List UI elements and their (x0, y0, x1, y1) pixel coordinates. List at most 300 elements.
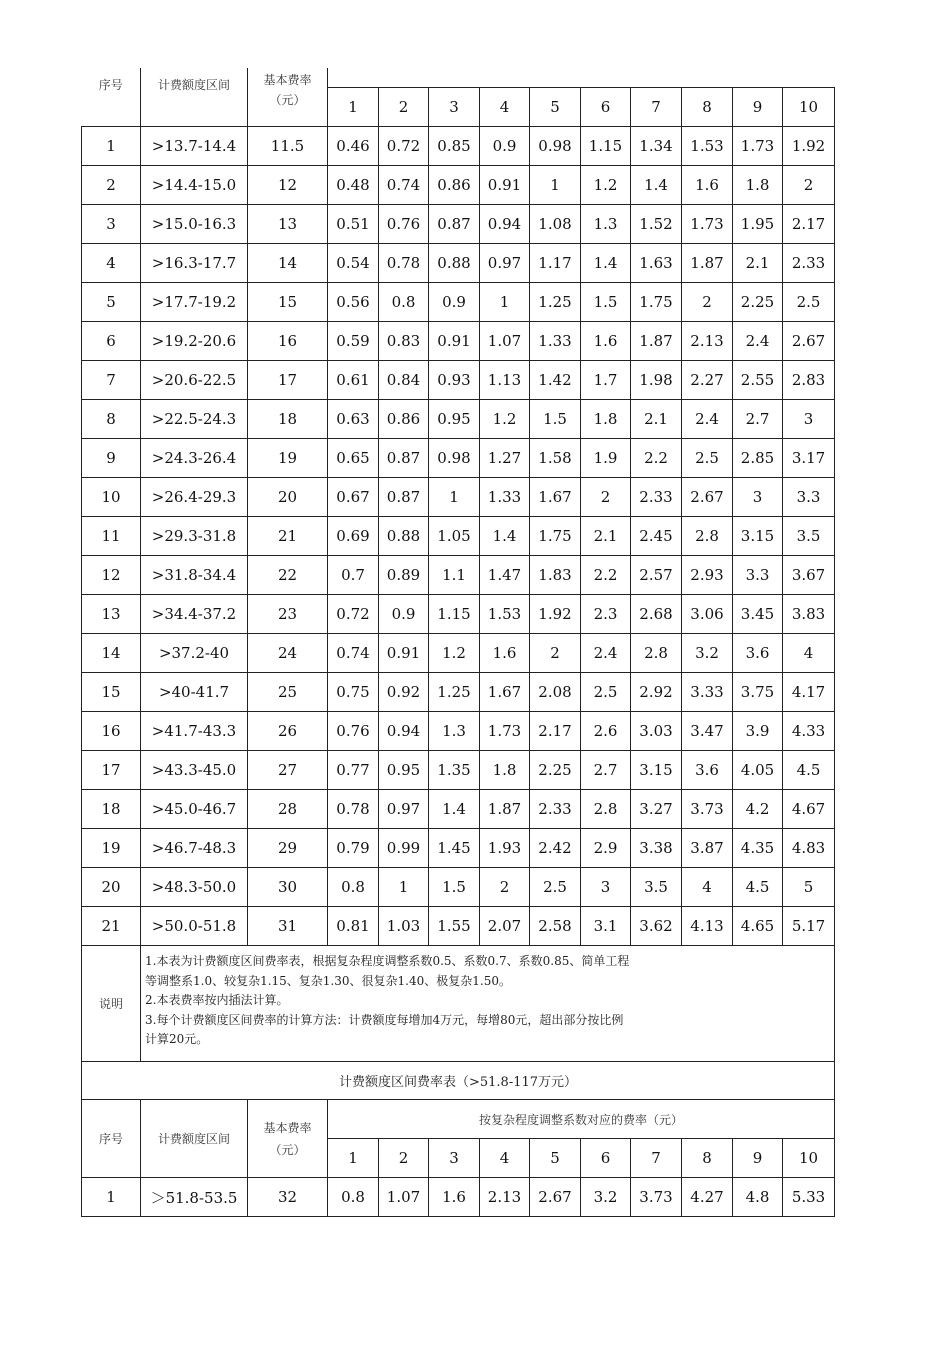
rate-cell: 0.93 (429, 361, 480, 400)
table-row (82, 1178, 835, 1217)
rate-cell: 3.1 (581, 907, 631, 946)
rate-cell: 0.87 (379, 478, 429, 517)
rate-cell: 3.3 (783, 478, 835, 517)
table-row (82, 400, 835, 439)
rate-cell: 1.75 (530, 517, 581, 556)
rate-cell: 3.5 (783, 517, 835, 556)
rate-cell: 3.87 (682, 829, 733, 868)
notes-line: 等调整系1.0、较复杂1.15、复杂1.30、很复杂1.40、极复杂1.50。 (145, 973, 511, 988)
row-range: >46.7-48.3 (141, 829, 248, 868)
rate-cell: 1.4 (429, 790, 480, 829)
rate-cell: 1.15 (429, 595, 480, 634)
rate-cell: 2 (530, 634, 581, 673)
rate-cell: 0.48 (328, 166, 379, 205)
row-range: >20.6-22.5 (141, 361, 248, 400)
rate-cell: 2.9 (581, 829, 631, 868)
rate-cell: 2.1 (733, 244, 783, 283)
rate-cell: 1.5 (581, 283, 631, 322)
rate-cell: 1 (530, 166, 581, 205)
row-seq: 18 (82, 790, 141, 829)
rate-cell: 0.98 (429, 439, 480, 478)
rate-cell: 4.5 (733, 868, 783, 907)
rate-cell: 1.15 (581, 127, 631, 166)
table-row (82, 322, 835, 361)
rate-cell: 0.56 (328, 283, 379, 322)
rate-cell: 5.33 (783, 1178, 835, 1217)
table-row (82, 205, 835, 244)
rate-cell: 3.73 (631, 1178, 682, 1217)
rate-cell: 0.54 (328, 244, 379, 283)
row-range: >17.7-19.2 (141, 283, 248, 322)
rate-cell: 2 (581, 478, 631, 517)
rate-cell: 2.42 (530, 829, 581, 868)
rate-cell: 2.17 (783, 205, 835, 244)
table-row (82, 634, 835, 673)
column-header: 5 (530, 88, 581, 127)
rate-cell: 2.93 (682, 556, 733, 595)
column-header: 6 (581, 88, 631, 127)
row-base-rate: 23 (248, 595, 328, 634)
rate-cell: 0.91 (480, 166, 530, 205)
rate-cell: 1.83 (530, 556, 581, 595)
row-seq: 5 (82, 283, 141, 322)
rate-cell: 1.73 (733, 127, 783, 166)
rate-cell: 1.07 (480, 322, 530, 361)
table-row (82, 790, 835, 829)
row-range: >13.7-14.4 (141, 127, 248, 166)
rate-cell: 2.8 (682, 517, 733, 556)
column-header: 8 (682, 88, 733, 127)
rate-cell: 3.2 (581, 1178, 631, 1217)
rate-cell: 1.27 (480, 439, 530, 478)
t2-header-base-line2: （元） (269, 1142, 306, 1157)
rate-cell: 2.5 (581, 673, 631, 712)
rate-cell: 1.87 (682, 244, 733, 283)
table-row (82, 127, 835, 166)
rate-cell: 2.4 (682, 400, 733, 439)
rate-cell: 0.84 (379, 361, 429, 400)
row-seq: 17 (82, 751, 141, 790)
row-base-rate: 32 (248, 1178, 328, 1217)
row-seq: 6 (82, 322, 141, 361)
row-seq: 15 (82, 673, 141, 712)
rate-cell: 0.89 (379, 556, 429, 595)
column-header: 1 (328, 88, 379, 127)
rate-cell: 1.55 (429, 907, 480, 946)
row-base-rate: 14 (248, 244, 328, 283)
table-row (82, 556, 835, 595)
rate-cell: 4.65 (733, 907, 783, 946)
rate-cell: 3.38 (631, 829, 682, 868)
row-base-rate: 18 (248, 400, 328, 439)
row-seq: 19 (82, 829, 141, 868)
rate-cell: 2 (682, 283, 733, 322)
table-row (82, 673, 835, 712)
row-base-rate: 11.5 (248, 127, 328, 166)
rate-cell: 1.07 (379, 1178, 429, 1217)
rate-cell: 1.53 (480, 595, 530, 634)
row-base-rate: 27 (248, 751, 328, 790)
rate-cell: 2.67 (682, 478, 733, 517)
rate-cell: 2.13 (682, 322, 733, 361)
row-seq: 3 (82, 205, 141, 244)
rate-cell: 3.06 (682, 595, 733, 634)
rate-cell: 0.91 (429, 322, 480, 361)
rate-cell: 4 (783, 634, 835, 673)
rate-cell: 0.75 (328, 673, 379, 712)
rate-cell: 0.51 (328, 205, 379, 244)
rate-cell: 0.98 (530, 127, 581, 166)
rate-cell: 2.27 (682, 361, 733, 400)
rate-cell: 0.88 (379, 517, 429, 556)
row-base-rate: 21 (248, 517, 328, 556)
rate-cell: 1.9 (581, 439, 631, 478)
rate-cell: 1.8 (733, 166, 783, 205)
column-header: 6 (581, 1139, 631, 1178)
row-range: >40-41.7 (141, 673, 248, 712)
rate-cell: 1.17 (530, 244, 581, 283)
rate-cell: 0.85 (429, 127, 480, 166)
row-seq: 2 (82, 166, 141, 205)
column-header: 8 (682, 1139, 733, 1178)
rate-cell: 2.07 (480, 907, 530, 946)
rate-cell: 2.67 (783, 322, 835, 361)
row-seq: 1 (82, 1178, 141, 1217)
rate-cell: 0.74 (328, 634, 379, 673)
header-range: 计费额度区间 (141, 68, 248, 127)
rate-cell: 3.9 (733, 712, 783, 751)
rate-cell: 1.53 (682, 127, 733, 166)
header-base-rate-line1: 基本费率 (263, 73, 312, 87)
rate-cell: 0.87 (429, 205, 480, 244)
rate-cell: 3.73 (682, 790, 733, 829)
rate-cell: 0.94 (480, 205, 530, 244)
rate-cell: 4.83 (783, 829, 835, 868)
notes-label: 说明 (82, 946, 141, 1062)
rate-cell: 1.47 (480, 556, 530, 595)
rate-cell: 1.2 (429, 634, 480, 673)
rate-cell: 1.2 (581, 166, 631, 205)
rate-cell: 3.75 (733, 673, 783, 712)
rate-cell: 1.73 (682, 205, 733, 244)
row-range: >29.3-31.8 (141, 517, 248, 556)
rate-cell: 4.2 (733, 790, 783, 829)
rate-cell: 4.05 (733, 751, 783, 790)
rate-cell: 4.67 (783, 790, 835, 829)
rate-cell: 0.88 (429, 244, 480, 283)
rate-cell: 1.45 (429, 829, 480, 868)
rate-cell: 3.27 (631, 790, 682, 829)
header-base-rate-line2: （元） (269, 93, 306, 107)
rate-cell: 0.8 (328, 1178, 379, 1217)
rate-cell: 1.8 (581, 400, 631, 439)
rate-cell: 2.2 (581, 556, 631, 595)
rate-cell: 3.03 (631, 712, 682, 751)
rate-cell: 2.33 (530, 790, 581, 829)
row-range: >34.4-37.2 (141, 595, 248, 634)
column-header: 10 (783, 88, 835, 127)
rate-cell: 1.3 (581, 205, 631, 244)
rate-cell: 3.83 (783, 595, 835, 634)
rate-cell: 1.5 (530, 400, 581, 439)
rate-cell: 1.13 (480, 361, 530, 400)
rate-cell: 1.4 (480, 517, 530, 556)
row-range: >19.2-20.6 (141, 322, 248, 361)
row-range: >50.0-51.8 (141, 907, 248, 946)
row-range: >15.0-16.3 (141, 205, 248, 244)
notes-line: 3.每个计费额度区间费率的计算方法：计费额度每增加4万元，每增80元，超出部分按比例 (145, 1012, 624, 1027)
row-seq: 13 (82, 595, 141, 634)
table-row (82, 907, 835, 946)
rate-cell: 2.5 (530, 868, 581, 907)
row-seq: 14 (82, 634, 141, 673)
rate-cell: 1.6 (480, 634, 530, 673)
rate-cell: 2.68 (631, 595, 682, 634)
column-header: 1 (328, 1139, 379, 1178)
rate-cell: 2 (480, 868, 530, 907)
rate-cell: 3.5 (631, 868, 682, 907)
row-range: >48.3-50.0 (141, 868, 248, 907)
rate-cell: 1.7 (581, 361, 631, 400)
rate-cell: 1.2 (480, 400, 530, 439)
row-range: >22.5-24.3 (141, 400, 248, 439)
row-seq: 21 (82, 907, 141, 946)
rate-cell: 0.99 (379, 829, 429, 868)
rate-cell: 0.76 (379, 205, 429, 244)
rate-cell: 2.55 (733, 361, 783, 400)
rate-cell: 3.2 (682, 634, 733, 673)
row-seq: 16 (82, 712, 141, 751)
header-blank (328, 68, 835, 88)
row-base-rate: 30 (248, 868, 328, 907)
row-seq: 9 (82, 439, 141, 478)
rate-cell: 2.8 (581, 790, 631, 829)
row-range: >31.8-34.4 (141, 556, 248, 595)
t2-header-base-rate (248, 1100, 328, 1178)
rate-cell: 3.15 (733, 517, 783, 556)
rate-cell: 0.9 (480, 127, 530, 166)
rate-cell: 2.45 (631, 517, 682, 556)
rate-cell: 0.9 (429, 283, 480, 322)
rate-cell: 1.5 (429, 868, 480, 907)
rate-cell: 5 (783, 868, 835, 907)
rate-cell: 0.72 (379, 127, 429, 166)
table-row (82, 361, 835, 400)
rate-cell: 2.25 (733, 283, 783, 322)
rate-cell: 2.6 (581, 712, 631, 751)
rate-cell: 0.59 (328, 322, 379, 361)
rate-cell: 0.78 (328, 790, 379, 829)
rate-cell: 2.67 (530, 1178, 581, 1217)
rate-cell: 2.58 (530, 907, 581, 946)
t2-header-seq: 序号 (82, 1100, 141, 1178)
rate-cell: 2.1 (581, 517, 631, 556)
column-header: 2 (379, 88, 429, 127)
row-seq: 7 (82, 361, 141, 400)
rate-cell: 4.27 (682, 1178, 733, 1217)
rate-cell: 0.8 (328, 868, 379, 907)
table2-title: 计费额度区间费率表（>51.8-117万元） (82, 1062, 835, 1100)
rate-cell: 1 (429, 478, 480, 517)
rate-cell: 2.4 (733, 322, 783, 361)
rate-cell: 1 (480, 283, 530, 322)
rate-cell: 0.81 (328, 907, 379, 946)
rate-cell: 1.6 (429, 1178, 480, 1217)
column-header: 10 (783, 1139, 835, 1178)
rate-cell: 2.17 (530, 712, 581, 751)
rate-cell: 1 (379, 868, 429, 907)
rate-cell: 1.92 (783, 127, 835, 166)
rate-cell: 1.05 (429, 517, 480, 556)
rate-cell: 3.15 (631, 751, 682, 790)
rate-cell: 1.1 (429, 556, 480, 595)
rate-cell: 1.63 (631, 244, 682, 283)
rate-cell: 0.79 (328, 829, 379, 868)
rate-cell: 0.78 (379, 244, 429, 283)
rate-cell: 1.08 (530, 205, 581, 244)
rate-cell: 0.63 (328, 400, 379, 439)
notes-line: 计算20元。 (145, 1032, 209, 1046)
column-header: 9 (733, 88, 783, 127)
rate-cell: 1.67 (480, 673, 530, 712)
rate-cell: 0.97 (379, 790, 429, 829)
column-header: 3 (429, 88, 480, 127)
rate-cell: 0.95 (379, 751, 429, 790)
row-base-rate: 22 (248, 556, 328, 595)
row-range: >41.7-43.3 (141, 712, 248, 751)
table-row (82, 283, 835, 322)
rate-cell: 2 (783, 166, 835, 205)
rate-cell: 2.85 (733, 439, 783, 478)
rate-cell: 3.62 (631, 907, 682, 946)
row-seq: 20 (82, 868, 141, 907)
table-row (82, 829, 835, 868)
column-header: 5 (530, 1139, 581, 1178)
rate-cell: 3.3 (733, 556, 783, 595)
rate-cell: 0.72 (328, 595, 379, 634)
rate-cell: 1.25 (530, 283, 581, 322)
row-seq: 12 (82, 556, 141, 595)
rate-cell: 1.03 (379, 907, 429, 946)
rate-cell: 5.17 (783, 907, 835, 946)
rate-cell: 3.17 (783, 439, 835, 478)
rate-cell: 0.86 (429, 166, 480, 205)
rate-cell: 3.45 (733, 595, 783, 634)
rate-cell: 0.61 (328, 361, 379, 400)
row-base-rate: 19 (248, 439, 328, 478)
rate-cell: 2.7 (733, 400, 783, 439)
rate-cell: 1.73 (480, 712, 530, 751)
rate-cell: 3.47 (682, 712, 733, 751)
rate-cell: 1.34 (631, 127, 682, 166)
notes-text (141, 946, 835, 1062)
rate-cell: 2.08 (530, 673, 581, 712)
rate-cell: 2.7 (581, 751, 631, 790)
rate-cell: 1.87 (631, 322, 682, 361)
rate-cell: 0.77 (328, 751, 379, 790)
column-header: 2 (379, 1139, 429, 1178)
rate-cell: 1.75 (631, 283, 682, 322)
row-range: >37.2-40 (141, 634, 248, 673)
header-seq: 序号 (82, 68, 141, 127)
t2-header-group: 按复杂程度调整系数对应的费率（元） (328, 1100, 835, 1139)
rate-cell: 0.97 (480, 244, 530, 283)
rate-cell: 0.46 (328, 127, 379, 166)
rate-cell: 2.4 (581, 634, 631, 673)
table-row (82, 712, 835, 751)
rate-cell: 0.65 (328, 439, 379, 478)
rate-cell: 4.5 (783, 751, 835, 790)
rate-cell: 0.95 (429, 400, 480, 439)
header-base-rate (248, 68, 328, 127)
table-row (82, 751, 835, 790)
rate-cell: 2.57 (631, 556, 682, 595)
rate-cell: 4.33 (783, 712, 835, 751)
notes-line: 1.本表为计费额度区间费率表，根据复杂程度调整系数0.5、系数0.7、系数0.85、简单工程 (145, 954, 630, 968)
rate-cell: 2.5 (682, 439, 733, 478)
row-seq: 10 (82, 478, 141, 517)
column-header: 7 (631, 1139, 682, 1178)
row-base-rate: 29 (248, 829, 328, 868)
table-row (82, 868, 835, 907)
rate-cell: 2.33 (631, 478, 682, 517)
rate-cell: 1.6 (682, 166, 733, 205)
row-base-rate: 28 (248, 790, 328, 829)
rate-cell: 2.5 (783, 283, 835, 322)
row-base-rate: 31 (248, 907, 328, 946)
rate-cell: 0.91 (379, 634, 429, 673)
rate-cell: 1.92 (530, 595, 581, 634)
rate-cell: 2.1 (631, 400, 682, 439)
rate-cell: 1.4 (631, 166, 682, 205)
t2-header-range: 计费额度区间 (141, 1100, 248, 1178)
notes-line: 2.本表费率按内插法计算。 (145, 993, 289, 1007)
rate-cell: 2.2 (631, 439, 682, 478)
rate-cell: 2.33 (783, 244, 835, 283)
row-range: >24.3-26.4 (141, 439, 248, 478)
rate-cell: 1.87 (480, 790, 530, 829)
rate-cell: 2.8 (631, 634, 682, 673)
rate-cell: 1.67 (530, 478, 581, 517)
rate-cell: 1.4 (581, 244, 631, 283)
rate-cell: 0.9 (379, 595, 429, 634)
rate-cell: 1.95 (733, 205, 783, 244)
row-range: >16.3-17.7 (141, 244, 248, 283)
rate-cell: 3.6 (682, 751, 733, 790)
rate-cell: 3 (733, 478, 783, 517)
t2-header-base-line1: 基本费率 (263, 1120, 312, 1135)
rate-cell: 0.83 (379, 322, 429, 361)
rate-cell: 0.69 (328, 517, 379, 556)
row-base-rate: 12 (248, 166, 328, 205)
rate-cell: 2.92 (631, 673, 682, 712)
row-base-rate: 16 (248, 322, 328, 361)
rate-cell: 4.13 (682, 907, 733, 946)
row-range: >43.3-45.0 (141, 751, 248, 790)
rate-cell: 2.13 (480, 1178, 530, 1217)
row-seq: 11 (82, 517, 141, 556)
row-seq: 4 (82, 244, 141, 283)
column-header: 3 (429, 1139, 480, 1178)
rate-cell: 1.3 (429, 712, 480, 751)
notes-row (82, 946, 835, 1062)
rate-cell: 3 (783, 400, 835, 439)
rate-cell: 0.8 (379, 283, 429, 322)
table-row (82, 166, 835, 205)
column-header: 9 (733, 1139, 783, 1178)
rate-cell: 3.67 (783, 556, 835, 595)
rate-cell: 2.83 (783, 361, 835, 400)
